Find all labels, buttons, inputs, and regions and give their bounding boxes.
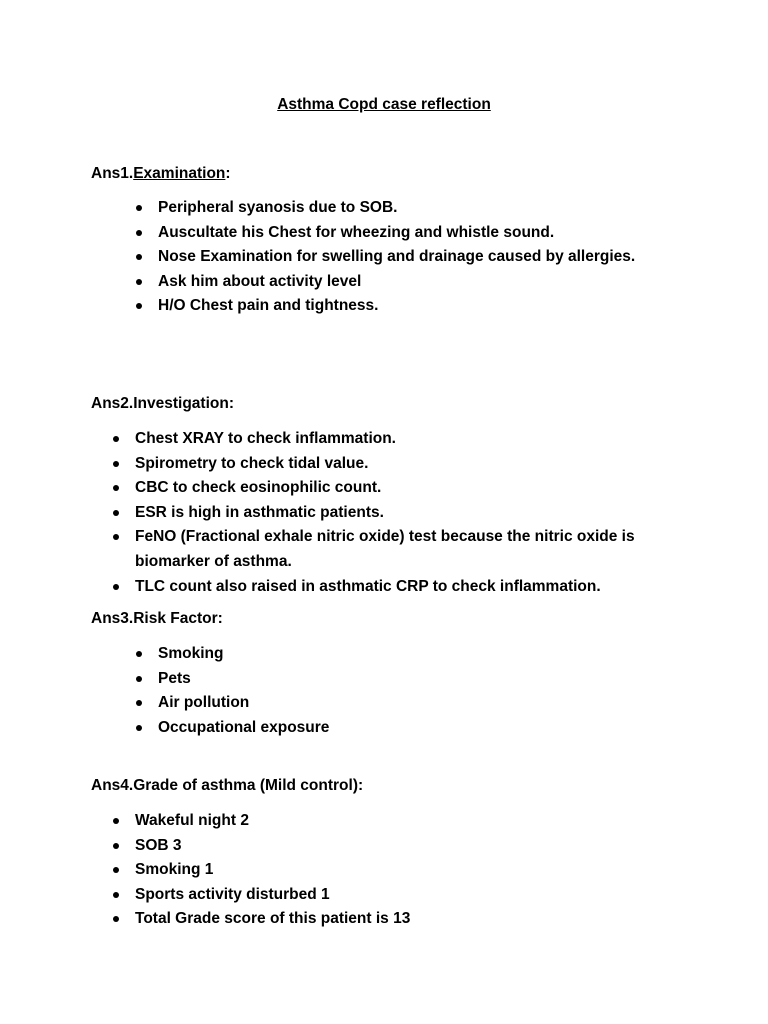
list-item-text: Auscultate his Chest for wheezing and whistle sound. [158,223,555,241]
list-item-text: Ask him about activity level [158,272,362,290]
bullet-icon [136,279,142,285]
bullet-icon [136,254,142,260]
list-item [158,245,635,270]
list-item [135,476,655,501]
list-item-text: Total Grade score of this patient is 13 [135,910,411,928]
section-heading-grade [91,775,363,797]
examination-list [158,196,635,319]
list-item [135,907,410,932]
list-item [135,525,655,574]
section-heading-examination [91,163,231,185]
section-prefix: Ans1. [91,165,134,182]
bullet-icon [113,584,119,590]
list-item-text: Spirometry to check tidal value. [135,454,369,472]
document-title: Asthma Copd case reflection [277,96,491,113]
list-item-text: TLC count also raised in asthmatic CRP to check inflammation. [135,577,601,595]
list-item-text: CBC to check eosinophilic count. [135,479,382,497]
list-item-text: Smoking 1 [135,861,214,879]
bullet-icon [113,534,119,540]
investigation-list [135,427,655,599]
bullet-icon [113,461,119,467]
bullet-icon [136,676,142,682]
bullet-icon [113,510,119,516]
bullet-icon [136,230,142,236]
list-item-text: Smoking [158,645,224,662]
list-item [135,834,410,859]
section-title: Risk Factor: [133,610,223,627]
grade-list [135,809,410,932]
list-item-text: Chest XRAY to check inflammation. [135,430,396,447]
bullet-icon [113,916,119,922]
list-item [158,716,329,741]
list-item [135,575,655,600]
bullet-icon [136,725,142,731]
section-heading-investigation [91,393,234,415]
list-item-text: Nose Examination for swelling and drainage caused by allergies. [158,248,636,266]
section-title: Grade of asthma (Mild control): [133,777,364,794]
bullet-icon [113,843,119,849]
list-item [135,858,410,883]
bullet-icon [136,651,142,657]
section-title: Examination [133,165,226,182]
list-item-text: Occupational exposure [158,718,330,736]
list-item [158,667,329,692]
list-item-text: Sports activity disturbed 1 [135,885,330,903]
section-heading-risk-factor [91,608,223,630]
bullet-icon [113,867,119,873]
bullet-icon [113,892,119,898]
list-item-text: Wakeful night 2 [135,812,249,829]
section-title: Investigation: [133,395,234,412]
list-item [158,270,635,295]
bullet-icon [136,700,142,706]
list-item-text: ESR is high in asthmatic patients. [135,503,384,521]
list-item [158,642,329,667]
list-item [135,883,410,908]
list-item-text: FeNO (Fractional exhale nitric oxide) test because the nitric oxide is biomarker of asthma. [135,528,635,570]
list-item-text: SOB 3 [135,836,182,854]
list-item [135,452,655,477]
list-item-text: Pets [158,669,191,687]
list-item-text: H/O Chest pain and tightness. [158,297,379,315]
bullet-icon [136,303,142,309]
section-suffix: : [225,165,231,182]
section-prefix: Ans4. [91,777,134,794]
risk-factor-list [158,642,329,740]
list-item [158,691,329,716]
bullet-icon [113,436,119,442]
list-item [135,427,655,452]
section-prefix: Ans3. [91,610,134,627]
bullet-icon [113,485,119,491]
list-item [158,294,635,319]
list-item [158,196,635,221]
list-item-text: Peripheral syanosis due to SOB. [158,199,398,216]
list-item [158,221,635,246]
list-item-text: Air pollution [158,694,250,712]
bullet-icon [113,818,119,824]
bullet-icon [136,205,142,211]
section-prefix: Ans2. [91,395,134,412]
list-item [135,501,655,526]
list-item [135,809,410,834]
